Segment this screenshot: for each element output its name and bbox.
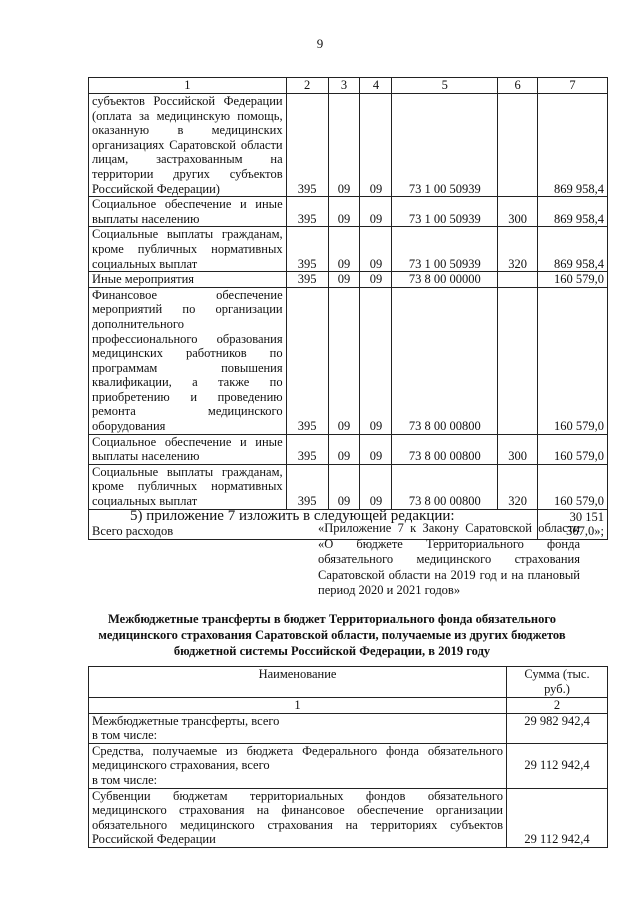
table-header-row [89,667,608,698]
row-value: 29 112 942,4 [507,788,608,847]
row-section: 09 [328,434,360,464]
transfers-table [88,666,608,848]
header-cell: 4 [360,78,392,94]
row-code: 395 [286,197,328,227]
row-name [89,743,507,788]
table-row [89,434,608,464]
header-cell: 2 [286,78,328,94]
row-type [498,287,538,434]
row-target: 73 1 00 50939 [392,197,498,227]
row-amount: 160 579,0 [538,287,608,434]
row-amount: 869 958,4 [538,197,608,227]
row-code: 395 [286,287,328,434]
row-code: 395 [286,272,328,288]
amendment-item: 5) приложение 7 изложить в следующей редакции: [130,508,455,524]
row-target: 73 8 00 00800 [392,434,498,464]
row-amount: 869 958,4 [538,227,608,272]
row-type: 300 [498,197,538,227]
page-number: 9 [316,36,324,51]
table-row [89,713,608,743]
table-row [89,197,608,227]
row-name: Социальное обеспечение и иные выплаты населению [89,197,287,227]
row-type [498,94,538,197]
column-number-row [89,698,608,714]
row-subsection: 09 [360,227,392,272]
row-section: 09 [328,94,360,197]
row-subsection: 09 [360,94,392,197]
row-amount: 160 579,0 [538,272,608,288]
row-type: 300 [498,434,538,464]
table-row [89,227,608,272]
total-value: 30 151 367,0»; [538,509,608,539]
row-type [498,272,538,288]
table-row [89,94,608,197]
row-section: 09 [328,464,360,509]
header-cell: 7 [538,78,608,94]
row-section: 09 [328,287,360,434]
expenses-table [88,77,608,540]
row-name: Иные мероприятия [89,272,287,288]
row-name: Социальные выплаты гражданам, кроме публичных нормативных социальных выплат [89,464,287,509]
row-title: Межбюджетные трансферты, всего [92,713,280,728]
row-code: 395 [286,227,328,272]
annex-caption: «Приложение 7 к Закону Саратовской области «О бюджете Территориального фонда обязательного медицинского страхования Саратовской области на 2019 год и на плановый период 2020 и 2021 годов» [318,521,580,598]
table-row [89,287,608,434]
row-amount: 160 579,0 [538,464,608,509]
row-subtitle: в том числе: [92,772,158,787]
row-value: 29 112 942,4 [507,743,608,788]
section-title: Межбюджетные трансферты в бюджет Территориального фонда обязательного медицинского страхования Саратовской области, получаемые из других бюджетов бюджетной системы Российской Федерации, в 2019 году [98,612,566,658]
row-value: 29 982 942,4 [507,713,608,743]
row-name: Социальное обеспечение и иные выплаты населению [89,434,287,464]
row-code: 395 [286,94,328,197]
row-title: Субвенции бюджетам территориальных фондов обязательного медицинского страхования на финансовое обеспечение организации обязательного медицинского страхования на территориях субъектов Российской Федерации [92,788,503,847]
table-row [89,464,608,509]
row-subsection: 09 [360,287,392,434]
header-sum: Сумма (тыс. руб.) [507,667,608,698]
header-cell: 6 [498,78,538,94]
row-code: 395 [286,434,328,464]
header-cell: 3 [328,78,360,94]
row-title: Средства, получаемые из бюджета Федерального фонда обязательного медицинского страхования, всего [92,743,503,773]
row-name: субъектов Российской Федерации (оплата за медицинскую помощь, оказанную в медицинских организациях Саратовской области лицам, застрахованным на территории других субъектов Российской Федерации) [89,94,287,197]
column-number: 1 [89,698,507,714]
table-row [89,788,608,847]
row-subsection: 09 [360,434,392,464]
row-amount: 869 958,4 [538,94,608,197]
total-label: Всего расходов [89,509,538,539]
row-target: 73 1 00 50939 [392,227,498,272]
row-name [89,713,507,743]
table-row [89,743,608,788]
table-header-row [89,78,608,94]
header-name: Наименование [89,667,507,698]
row-subsection: 09 [360,464,392,509]
header-cell: 5 [392,78,498,94]
row-target: 73 8 00 00000 [392,272,498,288]
row-subsection: 09 [360,197,392,227]
row-name [89,788,507,847]
row-type: 320 [498,227,538,272]
row-code: 395 [286,464,328,509]
row-name: Социальные выплаты гражданам, кроме публичных нормативных социальных выплат [89,227,287,272]
row-subsection: 09 [360,272,392,288]
row-name: Финансовое обеспечение мероприятий по организации дополнительного профессионального образования медицинских работников по программам повышения квалификации, а также по приобретению и проведению ремонта медицинского оборудования [89,287,287,434]
row-type: 320 [498,464,538,509]
row-section: 09 [328,227,360,272]
row-target: 73 1 00 50939 [392,94,498,197]
row-amount: 160 579,0 [538,434,608,464]
column-number: 2 [507,698,608,714]
header-cell: 1 [89,78,287,94]
row-target: 73 8 00 00800 [392,287,498,434]
row-section: 09 [328,272,360,288]
row-subtitle: в том числе: [92,728,158,743]
row-section: 09 [328,197,360,227]
row-target: 73 8 00 00800 [392,464,498,509]
table-row [89,272,608,288]
